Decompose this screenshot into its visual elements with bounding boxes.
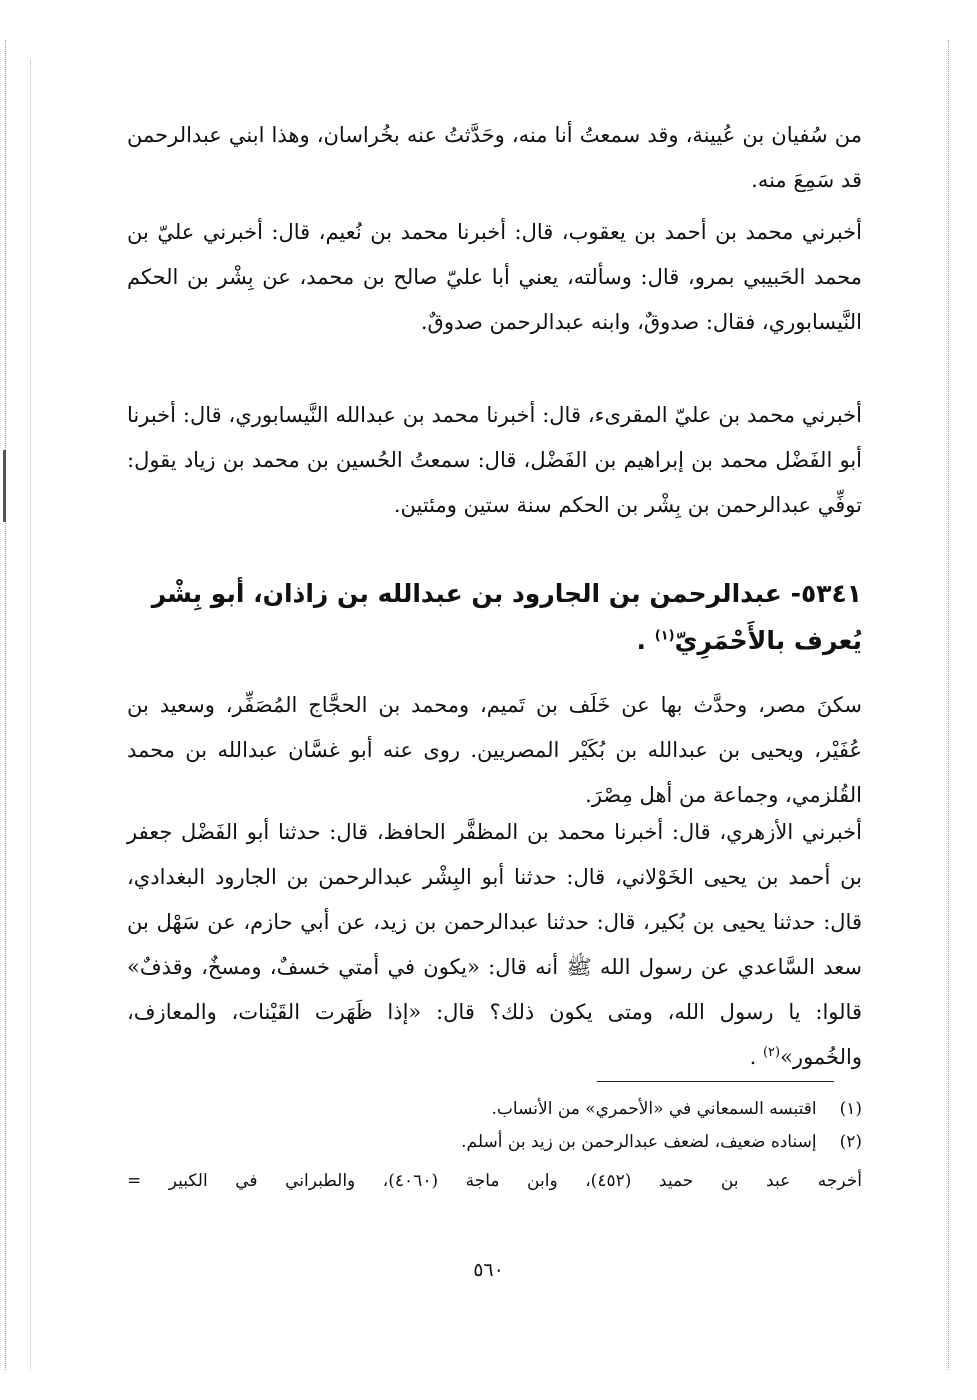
body-paragraph: أخبرني محمد بن عليّ المقرىء، قال: أخبرنا محمد بن عبدالله النَّيسابوري، قال: أخبرنا أبو الفَضْل محمد بن إبراهيم بن الفَضْل، قال: سمعتُ الحُسين بن محمد بن زياد يقول: توفِّي عبدالرحمن بن بِشْر بن الحكم سنة ستين ومئتين. [127, 403, 862, 517]
footnote-item [127, 1093, 862, 1126]
scan-border-line [5, 40, 6, 1370]
footnote-ref: (١) [654, 628, 675, 644]
body-paragraph: أخبرني الأزهري، قال: أخبرنا محمد بن المظفَّر الحافظ، قال: حدثنا أبو الفَضْل جعفر بن أحمد بن يحيى الخَوْلاني، قال: حدثنا أبو البِشْر عبدالرحمن بن الجارود البغدادي، قال: حدثنا يحيى بن بُكير، قال: حدثنا عبدالرحمن بن زيد، عن أبي حازم، عن سَهْل بن سعد السَّاعدي عن رسول الله ﷺ أنه قال: «يكون في أمتي خسفٌ، ومسخٌ، وقذفٌ» قالوا: يا رسول الله، ومتى يكون ذلك؟ قال: «إذا ظَهَرت القَيْنات، والمعازف، والخُمور»$^{(٢)}$ . [127, 820, 862, 1069]
entry-heading-text: ٥٣٤١- عبدالرحمن بن الجارود بن عبدالله بن زاذان، أبو بِشْر يُعرف بالأَحْمَرِيّ [151, 579, 862, 655]
footnote-number: (٢) [839, 1132, 862, 1152]
scan-border-line [948, 40, 949, 1370]
entry-heading: ٥٣٤١- عبدالرحمن بن الجارود بن عبدالله بن زاذان، أبو بِشْر يُعرف بالأَحْمَرِيّ$^{(١)}$ . [151, 579, 862, 655]
page-number: ٥٦٠ [473, 1259, 504, 1281]
body-paragraph: سكنَ مصر، وحدَّث بها عن خَلَف بن تَميم، ومحمد بن الحجَّاج المُصَفِّر، وسعيد بن عُفَيْر، ويحيى بن عبدالله بن بُكَيْر المصريين. روى عنه أبو غسَّان عبدالله بن محمد القُلزمي، وجماعة من أهل مِصْرَ. [127, 693, 862, 807]
footnote-continuation: أخرجه عبد بن حميد (٤٥٢)، وابن ماجة (٤٠٦٠)، والطبراني في الكبير = [127, 1171, 862, 1191]
footnote-text: إسناده ضعيف، لضعف عبدالرحمن بن زيد بن أسلم. [461, 1132, 817, 1152]
footnote-text: اقتبسه السمعاني في «الأحمري» من الأنساب. [491, 1099, 817, 1119]
scan-margin-mark [3, 450, 6, 522]
footnote-ref: (٢) [762, 1045, 781, 1060]
body-paragraph: أخبرني محمد بن أحمد بن يعقوب، قال: أخبرنا محمد بن نُعيم، قال: أخبرني عليّ بن محمد الحَبيبي بمرو، قال: وسألته، يعني أبا عليّ صالح بن محمد، عن بِشْر بن الحكم النَّيسابوري، فقال: صدوقٌ، وابنه عبدالرحمن صدوقٌ. [127, 220, 862, 334]
footnote-separator [597, 1081, 834, 1082]
footnote-number: (١) [839, 1099, 862, 1119]
body-paragraph: من سُفيان بن عُيينة، وقد سمعتُ أنا منه، وحَدَّثتُ عنه بخُراسان، وهذا ابني عبدالرحمن قد سَمِعَ منه. [127, 123, 862, 192]
footnote-item [127, 1126, 862, 1159]
scan-border-line [30, 60, 31, 1370]
footnotes [127, 1093, 862, 1198]
hadith-paragraph-text: أخبرني الأزهري، قال: أخبرنا محمد بن المظفَّر الحافظ، قال: حدثنا أبو الفَضْل جعفر بن أحمد بن يحيى الخَوْلاني، قال: حدثنا أبو البِشْر عبدالرحمن بن الجارود البغدادي، قال: حدثنا يحيى بن بُكير، قال: حدثنا عبدالرحمن بن زيد، عن أبي حازم، عن سَهْل بن سعد السَّاعدي عن رسول الله ﷺ أنه قال: «يكون في أمتي خسفٌ، ومسخٌ، وقذفٌ» قالوا: يا رسول الله، ومتى يكون ذلك؟ قال: «إذا ظَهَرت القَيْنات، والمعازف، والخُمور» [127, 820, 862, 1069]
